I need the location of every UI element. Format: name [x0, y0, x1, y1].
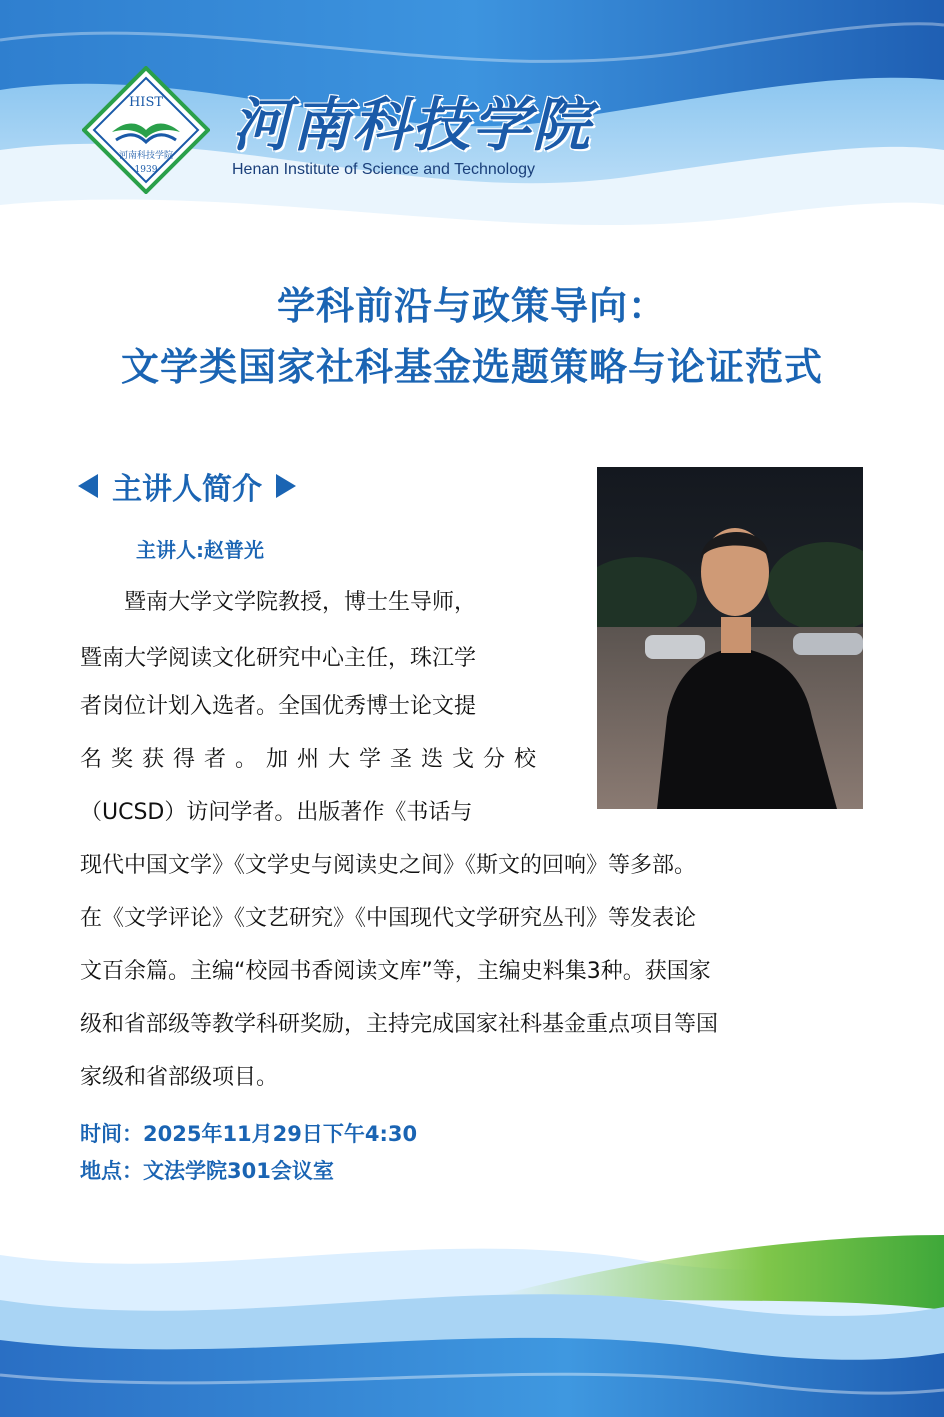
- page-title-line-1: 学科前沿与政策导向：: [276, 284, 667, 328]
- event-time: 时间：2025年11月29日下午4:30: [80, 1122, 418, 1146]
- bio-line: 家级和省部级项目。: [80, 1065, 279, 1090]
- triangle-right-icon: [276, 474, 296, 498]
- bio-line: 者岗位计划入选者。全国优秀博士论文提: [80, 694, 477, 719]
- triangle-left-icon: [78, 474, 98, 498]
- event-place: 地点：文法学院301会议室: [80, 1159, 334, 1183]
- school-emblem-logo: [82, 66, 210, 194]
- school-name-english: Henan Institute of Science and Technology: [232, 161, 536, 178]
- section-heading-label: 主讲人简介: [112, 472, 262, 507]
- emblem-text: HIST: [128, 95, 164, 110]
- section-heading: [78, 464, 296, 508]
- footer-wave-background: [0, 1215, 944, 1417]
- bio-line: 暨南大学阅读文化研究中心主任，珠江学: [80, 646, 477, 671]
- speaker-photo: [597, 467, 863, 809]
- school-name-chinese: 河南科技学院: [232, 91, 593, 159]
- emblem-year: 1939: [134, 165, 158, 175]
- bio-line: （UCSD）访问学者。出版著作《书话与: [80, 800, 473, 825]
- emblem-script: 河南科技学院: [118, 151, 174, 161]
- page-title-line-2: 文学类国家社科基金选题策略与论证范式: [120, 345, 823, 389]
- bio-line: 名奖获得者。加州大学圣迭戈分校: [80, 747, 546, 772]
- bio-line: 文百余篇。主编“校园书香阅读文库”等，主编史料集3种。获国家: [80, 959, 711, 984]
- speaker-name: 主讲人:赵普光: [136, 538, 264, 562]
- bio-line: 暨南大学文学院教授，博士生导师，: [80, 590, 477, 615]
- bio-line: 在《文学评论》《文艺研究》《中国现代文学研究丛刊》等发表论: [80, 906, 697, 931]
- bio-line: 级和省部级等教学科研奖励，主持完成国家社科基金重点项目等国: [80, 1012, 719, 1037]
- bio-line: 现代中国文学》《文学史与阅读史之间》《斯文的回响》等多部。: [80, 853, 697, 878]
